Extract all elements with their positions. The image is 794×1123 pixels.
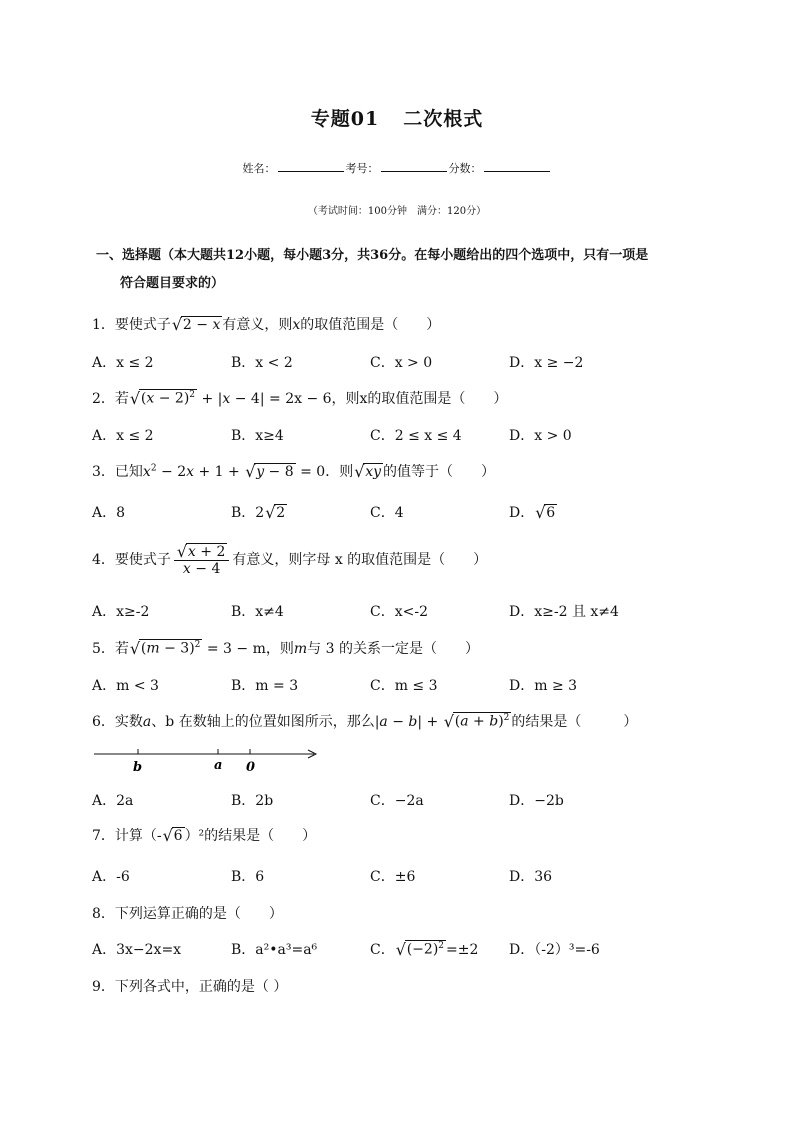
q1-option-d[interactable]: D．x ≥ −2 (509, 355, 584, 371)
q3-option-b[interactable]: B．2 √ 2 (231, 503, 286, 522)
q6-option-c[interactable]: C．−2a (370, 793, 424, 809)
q3-option-d-text: D． (509, 505, 535, 521)
q8-option-b[interactable]: B．a²•a³=a⁶ (231, 942, 318, 958)
q2-option-a[interactable]: A．x ≤ 2 (92, 428, 154, 444)
q2-text-a: 2．若 (92, 391, 129, 407)
q4-option-b[interactable]: B．x≠4 (231, 604, 284, 620)
question-9 (92, 976, 287, 996)
q8-option-a[interactable]: A．3x−2x=x (92, 942, 182, 958)
q5-option-a[interactable]: A．m < 3 (92, 678, 159, 694)
q3-radical-2: √ xy (354, 462, 382, 481)
section-heading (96, 242, 706, 298)
score-blank[interactable] (484, 161, 550, 172)
q2-radical: √ $(x - 2)^2$ (129, 389, 196, 408)
question-3: 3．已知$x^2 - 2x + 1$ + √ y − 8 = 0．则 √ xy 的值等于（ ） (92, 462, 496, 481)
q1-text-a: 1．要使式子 (92, 317, 171, 333)
title-part-a: 专题01 (310, 108, 380, 130)
name-label: 姓名： (242, 162, 276, 175)
q3-option-c[interactable]: C．4 (370, 505, 404, 521)
q6-option-d[interactable]: D．−2b (509, 793, 564, 809)
q1-option-a[interactable]: A．x ≤ 2 (92, 355, 154, 371)
q4-option-c[interactable]: C．x<-2 (370, 604, 428, 620)
label-zero: 0 (246, 760, 256, 775)
score-label: 分数： (448, 162, 482, 175)
q6-option-b[interactable]: B．2b (231, 793, 274, 809)
q7-option-c[interactable]: C．±6 (370, 869, 416, 885)
q7-option-b[interactable]: B．6 (231, 869, 265, 885)
q5-text-b: = 3 − m，则 (206, 641, 294, 657)
id-blank[interactable] (381, 161, 447, 172)
q1-text-c: 的取值范围是（ ） (300, 317, 441, 333)
question-1: 1．要使式子 √ 2 − x 有意义，则x的取值范围是（ ） (92, 315, 441, 334)
question-2: 2．若 √ $(x - 2)^2 + |x - 4| = 2x - 6$，则x的取值范围是（ ） (92, 389, 508, 408)
section-line-2: 符合题目要求的） (120, 276, 225, 291)
name-blank[interactable] (278, 161, 344, 172)
question-5: 5．若 √ $(m - 3)^2 = 3 - m$，则m与 3 的关系一定是（ ） (92, 639, 479, 658)
q1-text-b: 有意义，则 (222, 317, 293, 333)
q3-option-a[interactable]: A．8 (92, 505, 126, 521)
q4-fraction: √ x + 2 x − 4 (174, 543, 229, 577)
section-line-1: 一、选择题（本大题共12小题，每小题3分，共36分。在每小题给出的四个选项中，只有一项是 (96, 248, 649, 263)
title-part-b: 二次根式 (403, 108, 484, 130)
q6-option-a[interactable]: A．2a (92, 793, 134, 809)
q6-text-a: 6．实数 (92, 714, 143, 730)
q5-option-b[interactable]: B．m = 3 (231, 678, 299, 694)
q5-radical: √ $(m - 3)^2$ (129, 639, 201, 658)
q1-option-c[interactable]: C．x > 0 (370, 355, 433, 371)
q8-option-c-text: C． (370, 942, 395, 958)
q8-text: 8．下列运算正确的是（ ） (92, 906, 283, 922)
q5-text-a: 5．若 (92, 641, 129, 657)
question-6: 6．实数a、b 在数轴上的位置如图所示，那么|a − b| + √ $(a + b)^2$ 的结果是（ ） (92, 712, 638, 731)
q3-option-d[interactable]: D． √ 6 (509, 503, 556, 522)
page-title (0, 104, 794, 131)
q4-option-a[interactable]: A．x≥-2 (92, 604, 150, 620)
q7-option-a[interactable]: A．-6 (92, 869, 130, 885)
label-a: a (214, 758, 223, 773)
q5-text-c: 与 3 的关系一定是（ ） (307, 641, 479, 657)
q4-option-d[interactable]: D．x≥-2 且 x≠4 (509, 604, 619, 620)
q9-text: 9．下列各式中，正确的是（ ） (92, 979, 288, 995)
student-info-line (0, 160, 794, 176)
id-label: 考号： (345, 162, 379, 175)
q7-radical: √ 6 (162, 826, 183, 845)
q4-text-b: 有意义，则字母 x 的取值范围是（ ） (232, 552, 488, 568)
q3-text-c: 的值等于（ ） (383, 464, 496, 480)
q3-text-b: = 0．则 (300, 464, 354, 480)
q1-radical: √ 2 − x (171, 315, 221, 334)
q3-text-a: 3．已知 (92, 464, 143, 480)
q7-text-a: 7．计算（- (92, 828, 162, 844)
q6-radical: √ $(a + b)^2$ (443, 712, 510, 731)
q4-text-a: 4．要使式子 (92, 552, 171, 568)
q2-option-c[interactable]: C．2 ≤ x ≤ 4 (370, 428, 462, 444)
q1-option-b[interactable]: B．x < 2 (231, 355, 293, 371)
q6-text-b: 、b 在数轴上的位置如图所示，那么 (151, 714, 375, 730)
q8-option-d[interactable]: D．（-2）³=-6 (509, 942, 600, 958)
q7-option-d[interactable]: D．36 (509, 869, 553, 885)
q5-option-c[interactable]: C．m ≤ 3 (370, 678, 438, 694)
question-4 (92, 543, 487, 577)
q5-option-d[interactable]: D．m ≥ 3 (509, 678, 578, 694)
number-line (88, 740, 328, 776)
question-8 (92, 903, 283, 923)
q2-option-d[interactable]: D．x > 0 (509, 428, 572, 444)
q6-text-c: 的结果是（ ） (511, 714, 638, 730)
q2-text-b: = 2x − 6，则x的取值范围是（ ） (269, 391, 508, 407)
label-b: b (133, 760, 143, 775)
question-7 (92, 825, 316, 845)
q3-radical-1: √ y − 8 (245, 462, 294, 481)
q2-option-b[interactable]: B．x≥4 (231, 428, 284, 444)
exam-time-info: （考试时间：100分钟 满分：120分） (307, 206, 487, 217)
q7-text-b: ）²的结果是（ ） (184, 828, 317, 844)
q3-option-b-text: B．2 (231, 505, 265, 521)
q8-option-c[interactable]: C． √ $(-2)^2 =\pm 2$ (370, 940, 479, 959)
